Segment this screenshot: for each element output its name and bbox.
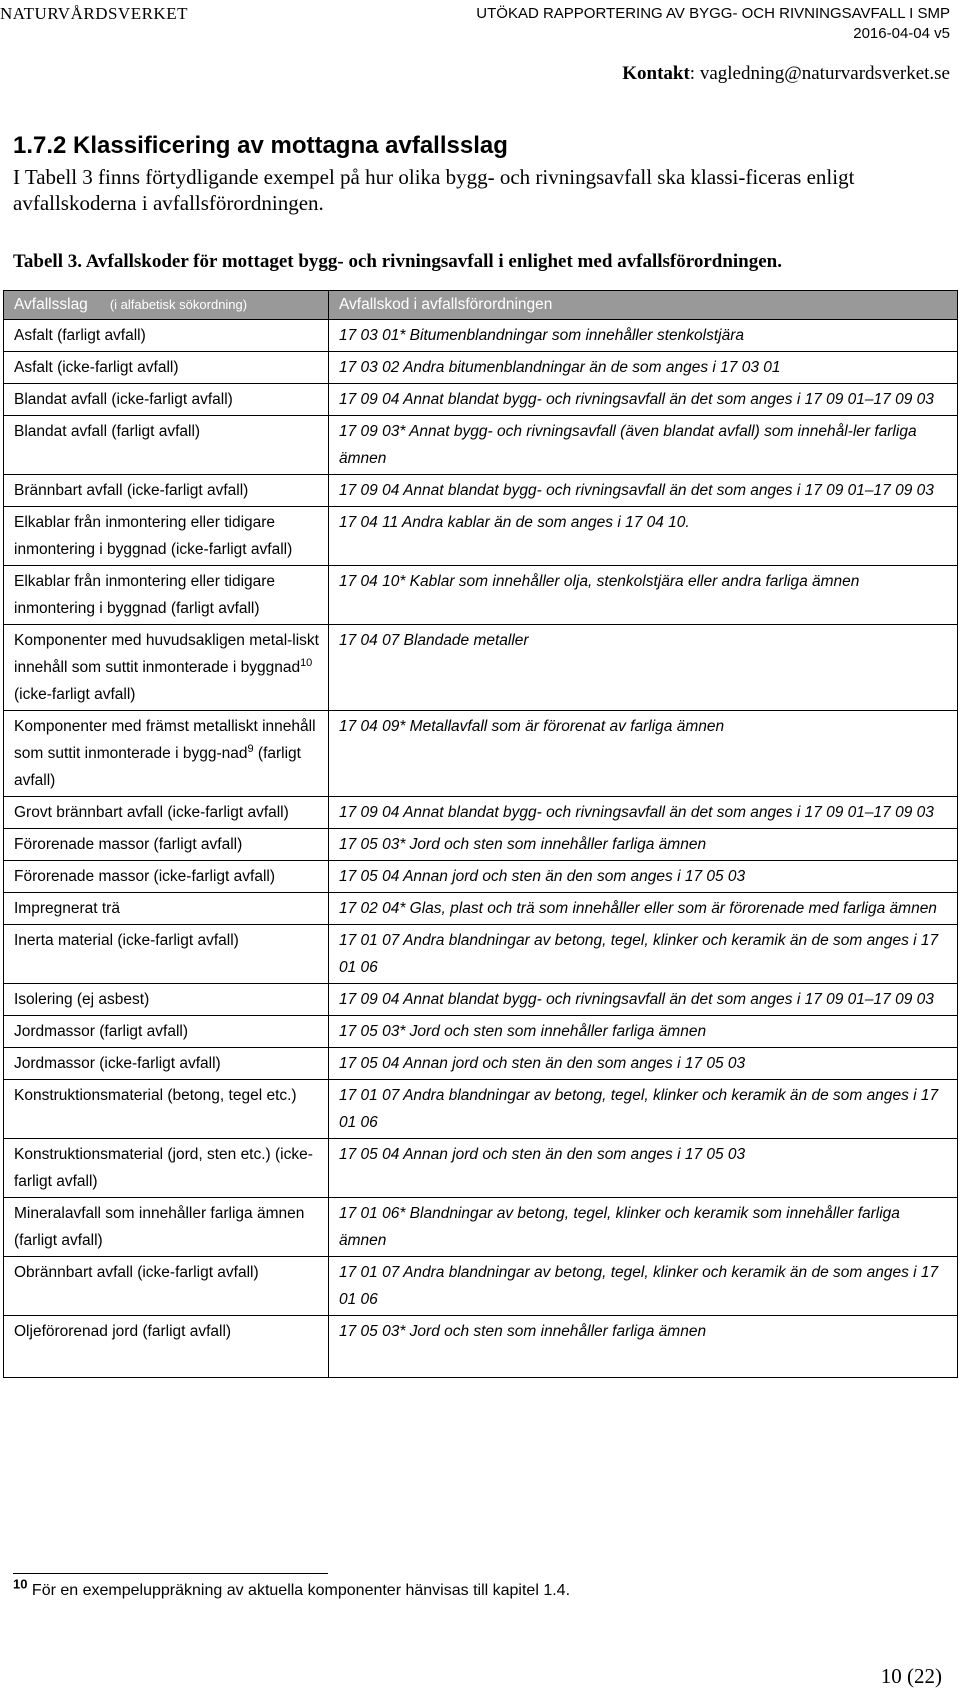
waste-code: 17 01 07 Andra blandningar av betong, tegel, klinker och keramik än de som anges i 17 01 06 — [329, 925, 958, 984]
waste-type: Jordmassor (farligt avfall) — [4, 1016, 329, 1048]
waste-code: 17 01 06* Blandningar av betong, tegel, klinker och keramik som innehåller farliga ämnen — [329, 1198, 958, 1257]
waste-type — [4, 711, 329, 797]
waste-type — [4, 625, 329, 711]
waste-code: 17 05 03* Jord och sten som innehåller farliga ämnen — [329, 1316, 958, 1378]
waste-type: Asfalt (farligt avfall) — [4, 320, 329, 352]
table-row — [4, 984, 958, 1016]
table-row — [4, 1016, 958, 1048]
waste-type: Jordmassor (icke-farligt avfall) — [4, 1048, 329, 1080]
waste-type: Förorenade massor (icke-farligt avfall) — [4, 861, 329, 893]
col-waste-type-header — [4, 291, 329, 320]
table-row — [4, 1316, 958, 1378]
waste-type: Mineralavfall som innehåller farliga ämnen (farligt avfall) — [4, 1198, 329, 1257]
waste-type: Impregnerat trä — [4, 893, 329, 925]
waste-code: 17 09 04 Annat blandat bygg- och rivningsavfall än det som anges i 17 09 01–17 09 03 — [329, 384, 958, 416]
waste-type: Inerta material (icke-farligt avfall) — [4, 925, 329, 984]
waste-code: 17 03 01* Bitumenblandningar som innehåller stenkolstjära — [329, 320, 958, 352]
table-row — [4, 797, 958, 829]
waste-type: Grovt brännbart avfall (icke-farligt avfall) — [4, 797, 329, 829]
contact — [622, 63, 950, 85]
waste-type: Elkablar från inmontering eller tidigare inmontering i byggnad (farligt avfall) — [4, 566, 329, 625]
table-row — [4, 1257, 958, 1316]
table-row — [4, 352, 958, 384]
table-row — [4, 384, 958, 416]
table-caption: Tabell 3. Avfallskoder för mottaget bygg- och rivningsavfall i enlighet med avfallsförordningen. — [13, 251, 782, 272]
table-row — [4, 507, 958, 566]
waste-code: 17 04 09* Metallavfall som är förorenat av farliga ämnen — [329, 711, 958, 797]
page-number: 10 (22) — [880, 1664, 942, 1688]
waste-type: Förorenade massor (farligt avfall) — [4, 829, 329, 861]
waste-code: 17 09 04 Annat blandat bygg- och rivningsavfall än det som anges i 17 09 01–17 09 03 — [329, 984, 958, 1016]
waste-code-table — [3, 290, 958, 1378]
waste-code: 17 01 07 Andra blandningar av betong, tegel, klinker och keramik än de som anges i 17 01 06 — [329, 1257, 958, 1316]
table-row — [4, 1048, 958, 1080]
table-row — [4, 320, 958, 352]
waste-code: 17 02 04* Glas, plast och trä som innehåller eller som är förorenade med farliga ämnen — [329, 893, 958, 925]
table-row — [4, 893, 958, 925]
table-row — [4, 416, 958, 475]
footnote-ref: 9 — [247, 742, 254, 755]
footnote-text: För en exempeluppräkning av aktuella komponenter hänvisas till kapitel 1.4. — [31, 1582, 571, 1599]
waste-code: 17 09 04 Annat blandat bygg- och rivningsavfall än det som anges i 17 09 01–17 09 03 — [329, 475, 958, 507]
waste-code: 17 05 03* Jord och sten som innehåller farliga ämnen — [329, 829, 958, 861]
table-row — [4, 566, 958, 625]
waste-type: Asfalt (icke-farligt avfall) — [4, 352, 329, 384]
waste-code: 17 01 07 Andra blandningar av betong, tegel, klinker och keramik än de som anges i 17 01 06 — [329, 1080, 958, 1139]
waste-type-suffix: (farligt avfall) — [14, 745, 301, 789]
header-right — [476, 4, 950, 44]
intro-paragraph: I Tabell 3 finns förtydligande exempel på hur olika bygg- och rivningsavfall ska klassi-ficeras enligt avfallskoderna i avfallsförordningen. — [13, 165, 855, 215]
contact-email: : vagledning@naturvardsverket.se — [689, 63, 950, 84]
header-date: 2016-04-04 v5 — [853, 25, 950, 42]
waste-code: 17 05 04 Annan jord och sten än den som anges i 17 05 03 — [329, 861, 958, 893]
waste-type: Konstruktionsmaterial (betong, tegel etc.) — [4, 1080, 329, 1139]
waste-type-suffix: (icke-farligt avfall) — [14, 686, 136, 703]
footnote-number: 10 — [13, 1576, 28, 1592]
footnote-divider — [13, 1573, 328, 1574]
waste-type: Blandat avfall (farligt avfall) — [4, 416, 329, 475]
footnote-ref: 10 — [300, 656, 313, 669]
table-row — [4, 861, 958, 893]
table-row — [4, 1198, 958, 1257]
waste-type: Obrännbart avfall (icke-farligt avfall) — [4, 1257, 329, 1316]
waste-type: Konstruktionsmaterial (jord, sten etc.) (icke-farligt avfall) — [4, 1139, 329, 1198]
waste-code: 17 05 04 Annan jord och sten än den som anges i 17 05 03 — [329, 1139, 958, 1198]
waste-type: Isolering (ej asbest) — [4, 984, 329, 1016]
col1-subtitle: (i alfabetisk sökordning) — [109, 297, 248, 312]
waste-code: 17 04 10* Kablar som innehåller olja, stenkolstjära eller andra farliga ämnen — [329, 566, 958, 625]
table-row — [4, 475, 958, 507]
waste-type-text: Komponenter med främst metalliskt innehåll som suttit inmonterade i bygg-nad — [14, 718, 316, 762]
waste-type: Brännbart avfall (icke-farligt avfall) — [4, 475, 329, 507]
waste-code: 17 05 04 Annan jord och sten än den som anges i 17 05 03 — [329, 1048, 958, 1080]
header-report-title: UTÖKAD RAPPORTERING AV BYGG- OCH RIVNINGSAVFALL I SMP — [476, 5, 950, 22]
footnote — [13, 1576, 571, 1600]
col-waste-code-header: Avfallskod i avfallsförordningen — [329, 291, 958, 320]
waste-type: Blandat avfall (icke-farligt avfall) — [4, 384, 329, 416]
waste-code: 17 09 04 Annat blandat bygg- och rivningsavfall än det som anges i 17 09 01–17 09 03 — [329, 797, 958, 829]
contact-label: Kontakt — [622, 63, 690, 84]
waste-code: 17 03 02 Andra bitumenblandningar än de som anges i 17 03 01 — [329, 352, 958, 384]
table-row — [4, 1139, 958, 1198]
table-row — [4, 625, 958, 711]
col1-title: Avfallsslag — [14, 296, 88, 313]
header-org: NATURVÅRDSVERKET — [0, 4, 188, 23]
table-header-row — [4, 291, 958, 320]
table-row — [4, 829, 958, 861]
waste-type-text: Komponenter med huvudsakligen metal-liskt innehåll som suttit inmonterade i byggnad — [14, 632, 319, 676]
table-row — [4, 1080, 958, 1139]
section-title: 1.7.2 Klassificering av mottagna avfallsslag — [13, 132, 508, 159]
waste-code: 17 09 03* Annat bygg- och rivningsavfall (även blandat avfall) som innehål-ler farliga ämnen — [329, 416, 958, 475]
table-row — [4, 925, 958, 984]
waste-code: 17 05 03* Jord och sten som innehåller farliga ämnen — [329, 1016, 958, 1048]
waste-code: 17 04 11 Andra kablar än de som anges i 17 04 10. — [329, 507, 958, 566]
waste-type: Oljeförorenad jord (farligt avfall) — [4, 1316, 329, 1378]
waste-code: 17 04 07 Blandade metaller — [329, 625, 958, 711]
table-row — [4, 711, 958, 797]
waste-type: Elkablar från inmontering eller tidigare inmontering i byggnad (icke-farligt avfall) — [4, 507, 329, 566]
